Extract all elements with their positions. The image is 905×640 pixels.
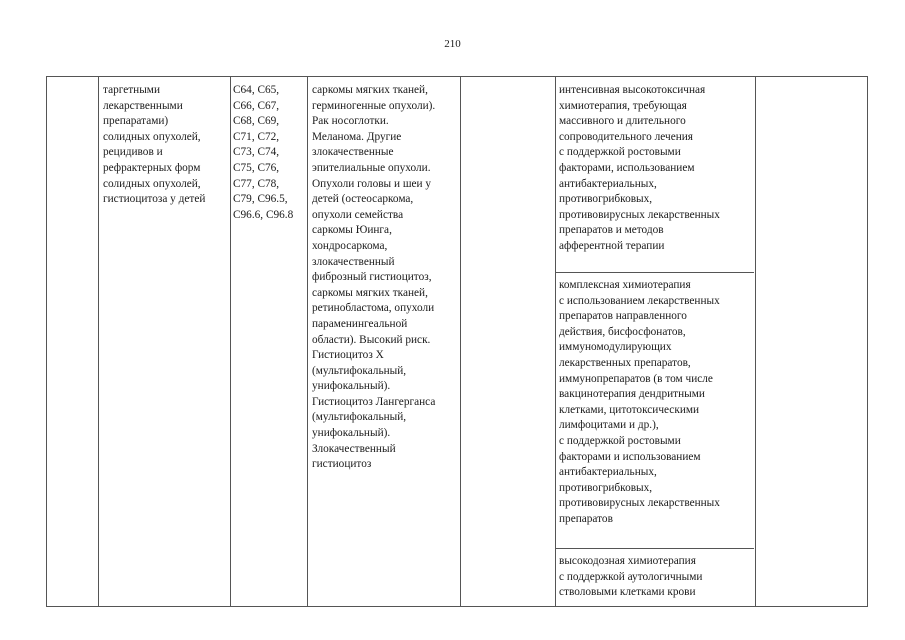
row-divider [555, 548, 754, 549]
cell-treatment-high-dose: высокодозная химиотерапия с поддержкой аутологичными стволовыми клетками крови [559, 555, 703, 599]
column-divider [460, 77, 461, 606]
column-divider [230, 77, 231, 606]
page-number: 210 [444, 38, 461, 50]
cell-treatment-intensive: интенсивная высокотоксичная химиотерапия, требующая массивного и длительного сопроводительного лечения с поддержкой ростовыми факторами, использованием антибактериальных, противогрибковых, противовирусных лекарственных препаратов и методов афферентной терапии [559, 84, 720, 252]
column-divider [555, 77, 556, 606]
column-divider [755, 77, 756, 606]
cell-treatment-complex: комплексная химиотерапия с использованием лекарственных препаратов направленного действия, бисфосфонатов, иммуномодулирующих лекарственных препаратов, иммунопрепаратов (в том числе вакцинотерапия дендритными клетками, цитотоксическими лимфоцитами и др.), с поддержкой ростовыми факторами и использованием антибактериальных, противогрибковых, противовирусных лекарственных препаратов [559, 279, 720, 525]
column-divider [307, 77, 308, 606]
cell-diagnosis: саркомы мягких тканей, герминогенные опухоли). Рак носоглотки. Меланома. Другие злокачественные эпителиальные опухоли. Опухоли головы и шеи у детей (остеосаркома, опухоли семейства саркомы Юинга, хондросаркома, злокачественный фиброзный гистиоцитоз, саркомы мягких тканей, ретинобластома, опухоли параменингеальной области). Высокий риск. Гистиоцитоз Х (мультифокальный, унифокальный). Гистиоцитоз Лангерганса (мультифокальный, унифокальный). Злокачественный гистиоцитоз [312, 84, 436, 471]
cell-drug-group: таргетными лекарственными препаратами) солидных опухолей, рецидивов и рефрактерных форм солидных опухолей, гистиоцитоза у детей [103, 84, 206, 206]
data-table [46, 76, 868, 607]
row-divider [555, 272, 754, 273]
cell-icd-codes: C64, C65, C66, C67, C68, C69, C71, C72, C73, C74, C75, C76, C77, C78, C79, C96.5, C96.6, C96.8 [233, 84, 294, 221]
column-divider [98, 77, 99, 606]
